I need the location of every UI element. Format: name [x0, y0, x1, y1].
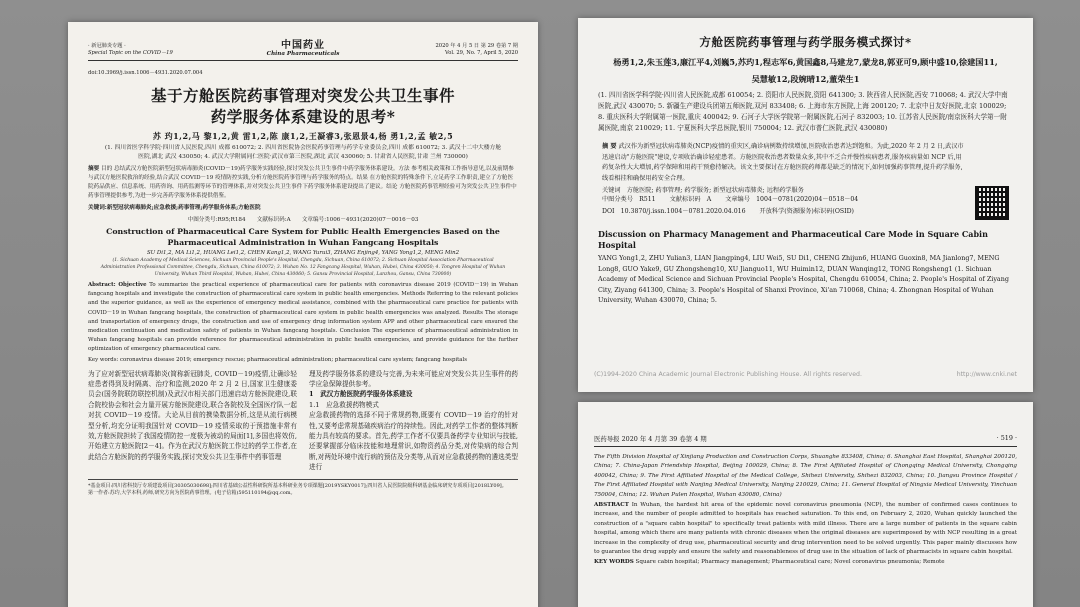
header-issue-cn: 2020 年 4 月 5 日 第 29 卷第 7 期: [435, 43, 518, 49]
abstract-en: [88, 281, 518, 355]
page2-journal-issue: 医药导报 2020 年 4 月第 39 卷第 4 期: [594, 435, 707, 443]
article-title-line1: 基于方舱医院药事管理对突发公共卫生事件: [150, 86, 455, 105]
article2-affiliations: (1. 四川省医学科学院·四川省人民医院,成都 610054; 2. 资阳市人民医院,资阳 641300; 3. 陕西省人民医院,西安 710068; 4. 武汉大学中南医院,武汉 430070; 5. 新疆生产建设兵团第五师医院,双河 833408; 6. 上海市东方医院,上海 200120; 7. 北京中日友好医院,北京 100029; 8. 重庆医科大学附属第一医院,重庆 400042; 9. 石河子大学医学院第一附属医院,石河子 832003; 10. 江苏省人民医院/南京医科大学第一附属医院,南京 210029; 11. 宁夏医科大学总医院,银川 750004; 12. 武汉市普仁医院,武汉 430080): [598, 91, 1008, 132]
article2-title-en: Discussion on Pharmacy Management and Pharmaceutical Care Mode in Square Cabin Hospital: [598, 229, 988, 250]
page2-abstract: [594, 501, 1017, 557]
authors-en: SU Di1,2, MA Li1,2, HUANG Lei1,2, CHEN Kang1,2, WANG Yurui3, ZHANG Enjing4, YANG Yong1,2, MENG Min2: [146, 250, 460, 256]
article2-doc-code: 文献标识码 A: [669, 196, 712, 204]
page2-header: [594, 434, 1017, 447]
page2-keywords: [594, 558, 1017, 567]
article2-keywords: 关键词 方舱医院; 药事管理; 药学服务; 新型冠状病毒肺炎; 远程药学服务: [602, 187, 804, 195]
keywords-en: Key words: coronavirus disease 2019; emergency rescue; pharmaceutical administration; pharmaceutical care system; fangcang hospitals: [88, 356, 467, 363]
copyright-notice: (C)1994-2020 China Academic Journal Electronic Publishing House. All rights reserved.: [594, 371, 862, 378]
keywords-cn: 关键词:新型冠状病毒肺炎;应急救援;药事管理;药学服务体系;方舱医院: [88, 205, 261, 211]
page2-keywords-text: Square cabin hospital; Pharmacy management; Pharmaceutical care; Novel coronavirus pneumonia; Remote: [635, 559, 945, 566]
article2-article-no: 文章编号 1004－0781(2020)04－0518－04: [725, 196, 859, 204]
article-title-en: Construction of Pharmaceutical Care System for Public Health Emergencies Based on the Pharmaceutical Administration in Wuhan Fangcang Hospitals: [106, 227, 500, 247]
header-topic-en: Special Topic on the COVID－19: [88, 50, 173, 56]
article-title: [88, 85, 518, 127]
article2-abstract-left: [602, 142, 965, 220]
header-issue-en: Vol. 29, No. 7, April 5, 2020: [444, 50, 518, 56]
article2-abstract: [602, 142, 965, 184]
cnki-link[interactable]: http://www.cnki.net: [956, 371, 1017, 378]
article2-clc: 中图分类号 R511: [602, 196, 656, 204]
classification-line: 中图分类号:R95;R184 文献标识码:A 文章编号:1006－4931(2020)07－0016－03: [187, 217, 419, 223]
page2-page-number: · 519 ·: [996, 434, 1017, 442]
abstract-cn-label: 摘要: [88, 166, 100, 172]
journal-name-en: China Pharmaceuticals: [266, 51, 340, 57]
article2-doi: DOI 10.3870/j.issn.1004－0781.2020.04.016: [602, 207, 746, 215]
journal-header: [88, 36, 518, 61]
article2-meta-row2: [602, 207, 965, 217]
abstract-en-label: Abstract: Objective: [88, 282, 147, 288]
authors: 苏 玓1,2,马 黎1,2,黄 雷1,2,陈 康1,2,王凝睿3,张恩景4,杨 勇1,2,孟 敏2,5: [152, 131, 454, 141]
body-column-2: [309, 369, 518, 473]
subsection-heading: 1.1 应急救援药物模式: [309, 400, 379, 409]
article2-authors: 杨勇1,2,朱玉莲3,廉江平4,刘巍5,苏玓1,程志军6,黄国鑫8,马建龙7,蒙龙8,郭亚可9,顾中盛10,徐建国11,吴慧敏12,段婉晴12,董荣生1: [613, 57, 998, 84]
header-topic-cn: · 新冠肺炎专题 ·: [88, 43, 126, 49]
page2-affiliations-en: The Fifth Division Hospital of Xinjiang Production and Construction Corps, Shuanghe 833408, China; 6. Shanghai East Hospital, Shanghai 200120, China; 7. China-Japan Friendship Hospital, Beijing 100029, China; 8. The First Affiliated Hospital of Chongqing Medical University, Chongqing 400042, China; 9. The First Affiliated Hospital of the Medical College, Shihezi University, Shihezi 832003, China; 10. Jiangsu Province Hospital / The First Affiliated Hospital with Nanjing Medical University, Nanjing 210029, China; 11. General Hospital of Ningxia Medical University, Yinchuan 750004, China; 12. Wuhan Pulen Hospital, Wuhan 430080, China): [594, 454, 1017, 498]
body-column-1: 为了应对新型冠状病毒肺炎(简称新冠肺炎, COVID－19)疫情,让确诊轻症患者得到及时隔离、治疗和监测,2020 年 2 月 2 日,国家卫生健康委员会(国务院联防联控机制)及武汉市相关部门迅速启动方舱医院建设,联合院校协会和社会力量开展方舱医院建设,联合各院校及全国医疗队一起对抗 COVID－19 疫情。大论从目前的携染数据分析,这是从流行病模型分析,均充分证明我国针对 COVID－19 疫情采取的于预措施非常有效,方舱医院担转了我国疫情防控一度极为被动的局面[1],多国也将效仿,开始建立方舱医院[2－4]。作为在武汉方舱医院工作过的药学工作者,在此结合方舱医院的药学服务实践,探讨突发公共卫生事件中药事管理: [88, 369, 297, 461]
right-top-document-page: [578, 18, 1033, 392]
section-heading: 1 武汉方舱医院药学服务体系建设: [309, 390, 413, 399]
article-title-line2: 药学服务体系建设的思考*: [210, 107, 396, 126]
article2-abstract-block: [594, 142, 1017, 220]
affiliations-en: (1. Sichuan Academy of Medical Sciences, Sichuan Provincial People's Hospital, Chengdu, Sichuan, China 610072; 2. Sichuan Hospital Association Pharmaceutical Administration Professional Committee, Chengdu, Sichuan, China 610072; 3. Wuhan No. 12 Fangcang Hospital, Wuhan, Hubei, China 430050; 4. Tongren Hospital of Wuhan University, Wuhan Third Hospital, Wuhan, Hubei, China 430060; 5. Gansu Provincial Hospital, Lanzhou, Gansu, China 730000): [100, 258, 506, 277]
left-document-page: [68, 22, 538, 607]
body-col2-intro: 理及药学服务体系的建设与完善,为未来可能应对突发公共卫生事件的药学应急保障提供参考。: [309, 369, 518, 389]
affiliations: (1. 四川省医学科学院·四川省人民医院,四川 成都 610072; 2. 四川省医院协会医院药事管理与药学专业委员会,四川 成都 610072; 3. 武汉十二中大楼方舱医院,湖北 武汉 430050; 4. 武汉大学附属同仁医院·武汉市第三医院,湖北 武汉 430060; 5. 甘肃省人民医院,甘肃 兰州 730000): [104, 145, 502, 160]
header-issue: [388, 43, 518, 57]
page2-abstract-text: In Wuhan, the hardest hit area of the epidemic novel coronavirus pneumonia (NCP), the number of confirmed cases continues to increase, and the number of people admitted to hospitals has reached saturation. To this end, on February 2, 2020, Wuhan quickly launched the construction of a "square cabin hospital" to specifically treat patients with mild illness. There are a large number of patients in the square cabin hospital, among which there are many patients with chronic diseases when the original diseases are superimposed by with NCP resulting in a great increase in the complexity of drug use, pharmaceutical security and drug intervention need to be solved urgently. This paper mainly discusses how to guarantee the drug supply and ensure the safety and reasonableness of drug use in the situation of lack of pharmacists in square cabin hospital.: [594, 502, 1018, 556]
footnotes: [88, 479, 518, 498]
page2-abstract-label: ABSTRACT: [594, 502, 629, 509]
fund-note: *基金项目:四川省科技厅专项建设项目[30305030698];四川省基础公益性科研院所基本科研业务专项课题[2019YSKY0017];四川省人民医院院级科研基金临床研究专项项目[2018LY09]。: [88, 482, 507, 489]
abstract-cn: [88, 165, 518, 201]
journal-name: [228, 36, 378, 57]
article2-abstract-label: 摘 要: [602, 143, 617, 150]
article2-authors-en: YANG Yong1,2, ZHU Yulian3, LIAN Jiangping4, LIU Wei5, SU Di1, CHENG Zhijun6, HUANG Guoxin8, MA Jianlong7, MENG Long8, GUO Yake9, GU Zhongsheng10, XU Jianguo11, WU Huimin12, DUAN Wanqing12, TONG Rongsheng1 (1. Sichuan Academy of Medical Science and Sichuan Provincial People's Hospital, Chengdu 610054, China; 2. People's Hospital of Ziyang City, Ziyang 641300, China; 3. People's Hospital of Shanxi Province, Xi'an 710068, China; 4. Zhongnan Hospital of Wuhan University, Wuhan 430070, China; 5.: [598, 254, 1009, 305]
journal-name-cn: 中国药业: [281, 40, 325, 51]
qr-code-icon: [975, 186, 1009, 220]
article2-meta-row1: [602, 195, 965, 205]
abstract-cn-text: 目的 总结武汉方舱医院新型冠状病毒肺炎(COVID－19)药学服务实践经验,探讨突发公共卫生事件中药学服务体系建设。方法 参考相关政策和工作指导意见,以及前期参与武汉方舱医院救治的经验,结合武汉 COVID－19 疫情防控实践,分析方舱医院药事管理与药学服务的特点。结果 在方舱医院的特殊条件下,立足药学工作职责,建立了方舱医院药品供应、信息系统、用药咨询、用药监测等环节的管理体系,并对突发公共卫生事件下药学服务体系建设提出了建议。结论 方舱医院药事管理经验可为突发公共卫生事件中药事管理提供参考,为进一步完善药学服务体系提供借鉴。: [88, 166, 517, 199]
article2-abstract-text: 武汉作为新型冠状病毒肺炎(NCP)疫情的重灾区,确诊病例数持续增加,医院收治患者达到饱和。为此,2020 年 2 月 2 日,武汉市迅速启动"方舱医院"建设,专项收治确诊轻症患者。方舱医院收治患者数量众多,其中不乏合并慢性疾病患者,服务疾病量如 NCP 后,用药复杂性大大增加,药学保障和用药干预愈持解决。该文主要探讨在方舱医院药师都是缺乏的情况下,如何加强药事管理,提升药学服务,线看相挂和确保用药安全合理。: [602, 143, 964, 182]
doi: doi:10.3969/j.issn.1006－4931.2020.07.004: [88, 70, 203, 76]
body-col2-text: 应急救援药物的选择不同于常规药物,既要有 COVID－19 治疗的针对性,又要考虑常规基础疾病治疗的持续性。因此,对药学工作者的整体判断能力具有较高的要求。首先,药学工作者不仅要具备药学专业知识与技能,还要掌握部分临床技能和地理常识,如物资药品分类,对传染病的综合判断,对两处环境中流行病的预估及分类等,从而对应急救援药物的遴选类型进行: [309, 411, 518, 472]
first-author-note: 第一作者:苏玓,大学本科,药师,研究方向为医院药事管理。(电子信箱)595110194@qq.com。: [88, 490, 296, 497]
body-columns: [88, 369, 518, 473]
header-topic: [88, 43, 218, 57]
article2-title: 方舱医院药事管理与药学服务模式探讨*: [699, 35, 912, 49]
abstract-en-text: To summarize the practical experience of pharmaceutical care for patients with coronavirus disease 2019 (COVID－19) in Wuhan fangcang hospitals and investigate the construction of pharmaceutical care system in public health emergencies. Methods Referring to the relevant policies and the superior guidance, as well as the experience of emergency medical assistance, combined with the pharmaceutical care practice for patients with COVID－19 in Wuhan fangcang hospitals, the construction of pharmaceutical care system in public health emergencies was analyzed. Results The storage and transportation of emergency drugs, the construction and use of emergency drug information system APP and other pharmaceutical care ensured the medication continuation and medication safety of patients in Wuhan fangcang hospitals. Conclusion The experience of pharmaceutical administration in Wuhan fangcang hospitals can provide reference for pharmaceutical administration in public health emergencies, and provide guidance for the further optimization of emergency pharmaceutical care.: [88, 282, 518, 353]
right-bottom-document-page: [578, 402, 1033, 607]
cnki-footer: [594, 371, 1017, 378]
page2-keywords-label: KEY WORDS: [594, 559, 634, 566]
article2-osid: 开放科学(资源服务)标识码(OSID): [759, 207, 854, 215]
